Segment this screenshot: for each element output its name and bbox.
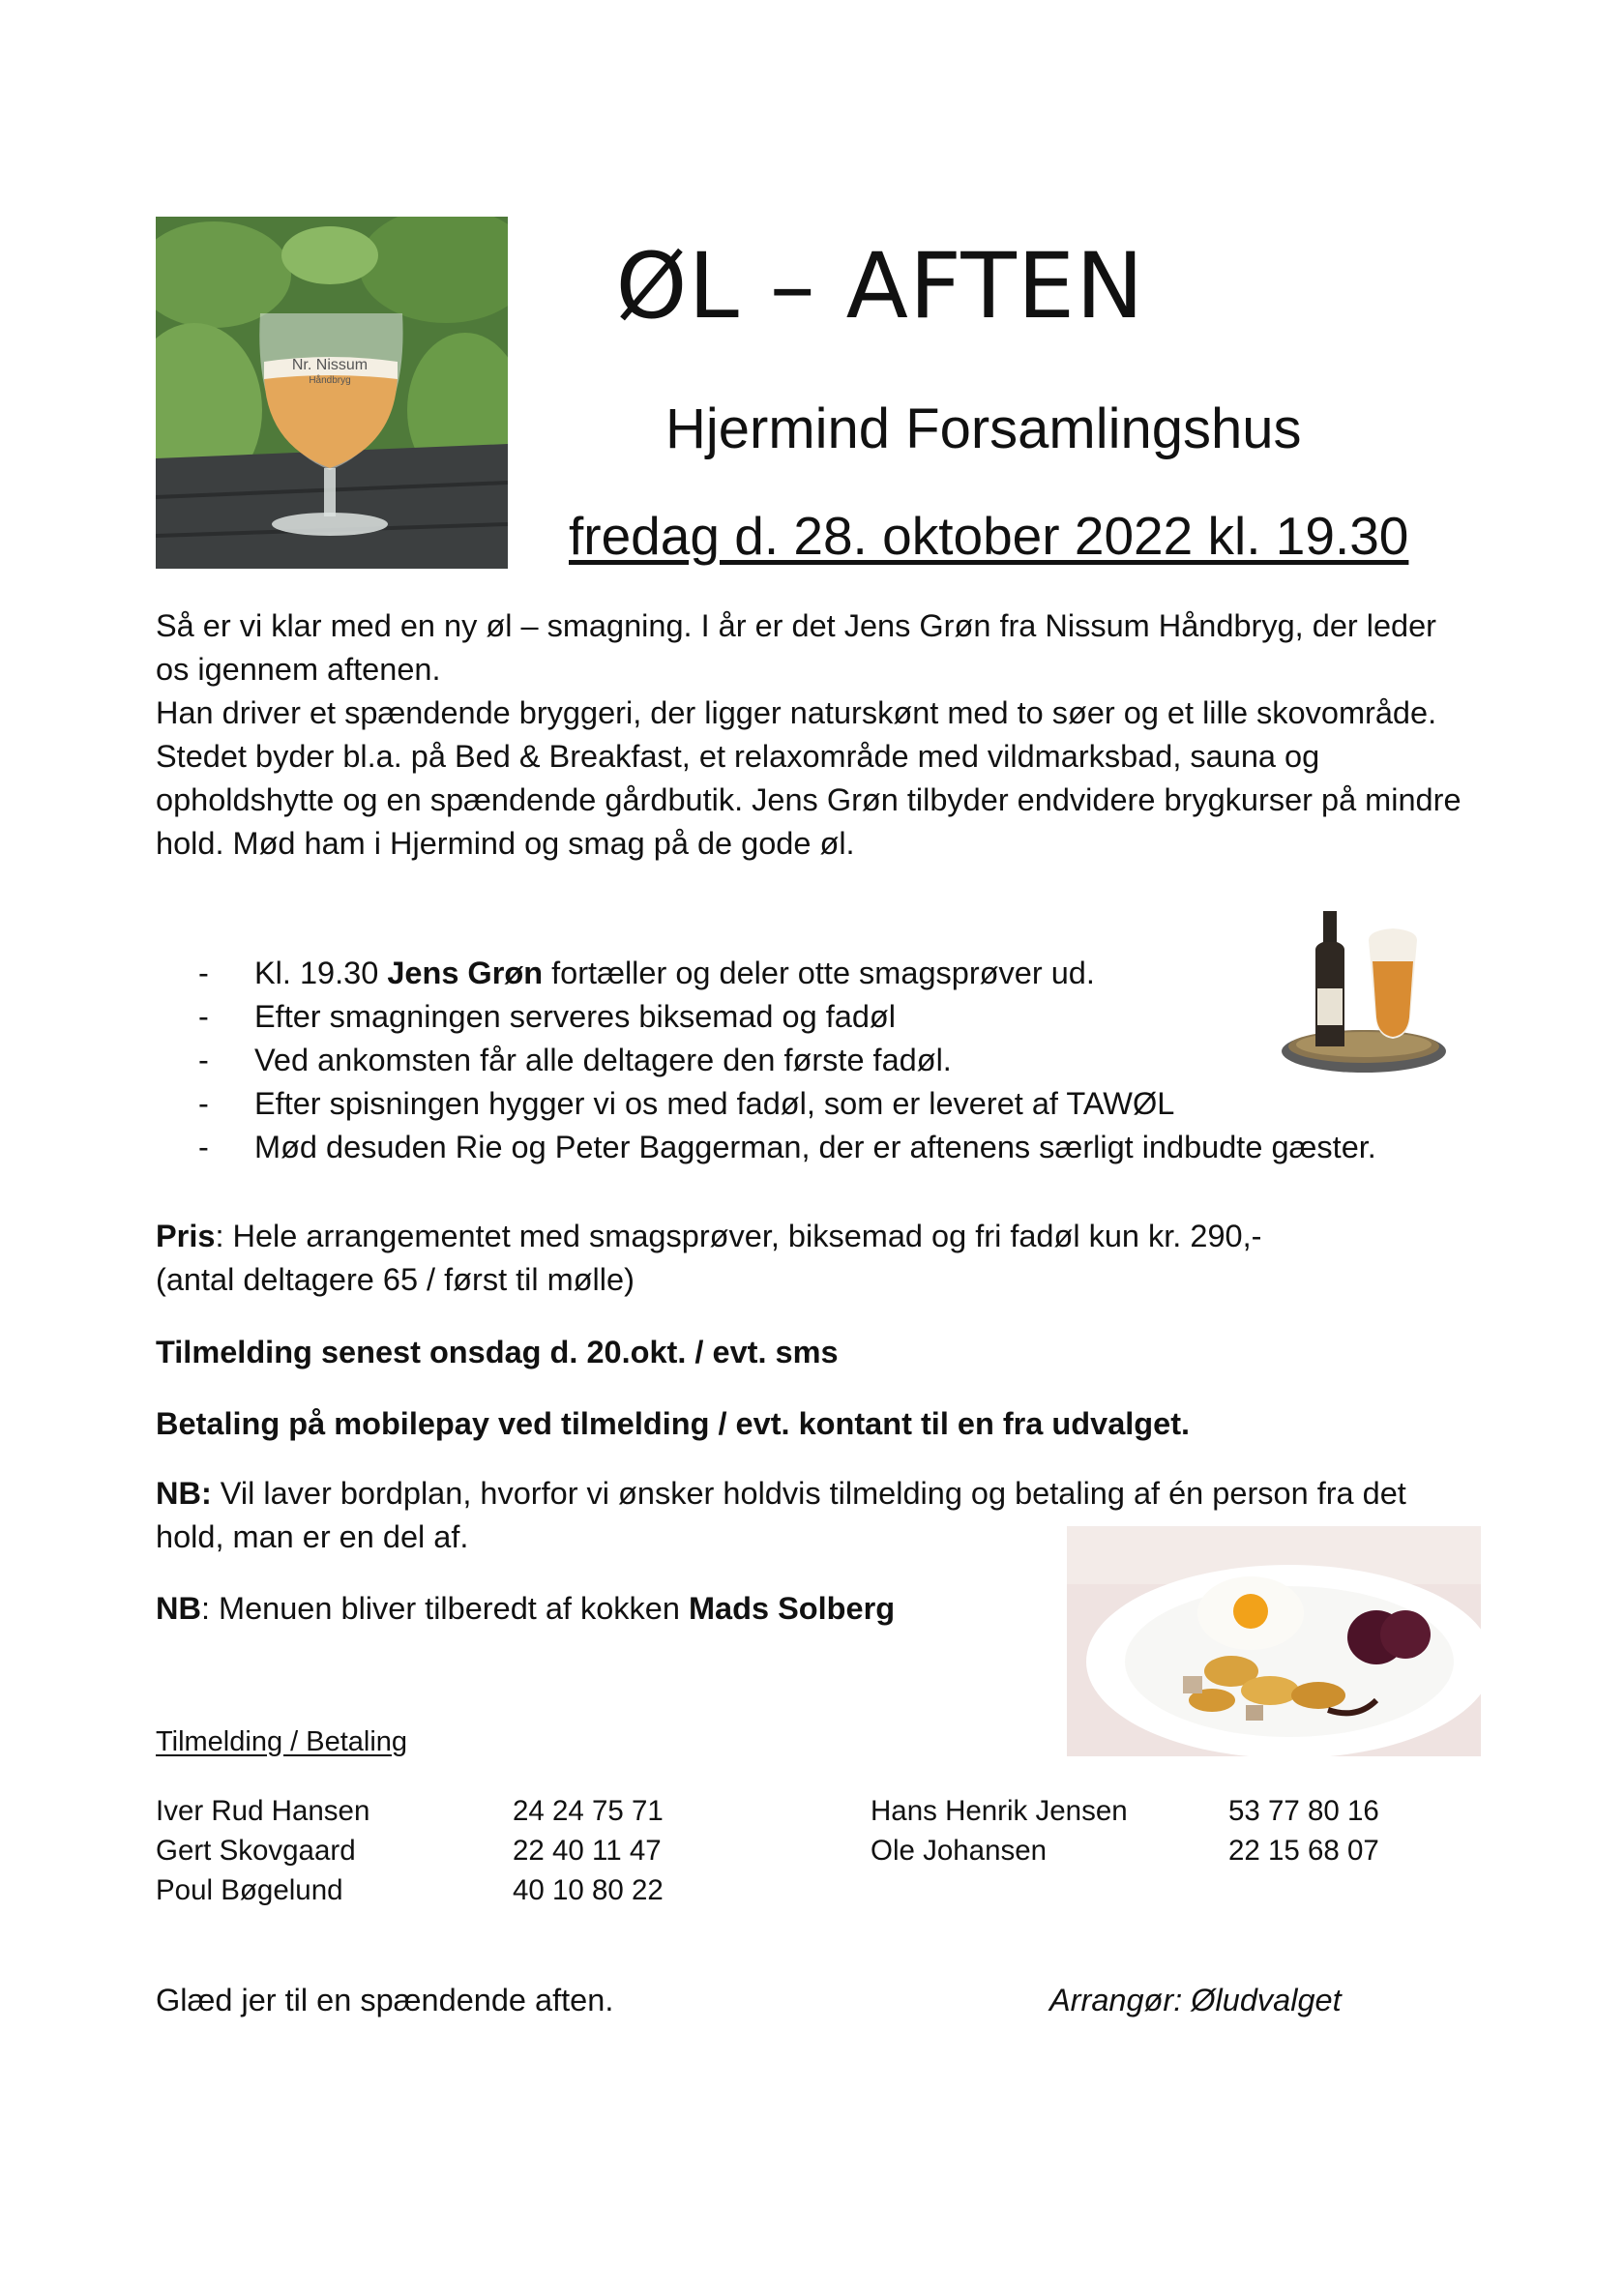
- contact-name: Iver Rud Hansen: [156, 1795, 370, 1827]
- food-plate-illustration: [1067, 1526, 1481, 1756]
- page-title: ØL – AFTEN: [615, 234, 1145, 339]
- beer-glass-photo: [156, 217, 508, 569]
- glass-brand-line2: Håndbryg: [309, 375, 351, 386]
- program-list: [198, 952, 1456, 1169]
- price-text: : Hele arrangementet med smagsprøver, biksemad og fri fadøl kun kr. 290,-: [215, 1219, 1262, 1253]
- beer-bottle-tray-photo: [1277, 901, 1451, 1075]
- program-item: [198, 1082, 1456, 1126]
- contact-name: Poul Bøgelund: [156, 1874, 343, 1906]
- event-date: fredag d. 28. oktober 2022 kl. 19.30: [569, 506, 1409, 566]
- speaker-name: Jens Grøn: [387, 956, 544, 990]
- closing-text: Glæd jer til en spændende aften.: [156, 1983, 614, 2017]
- contact-phone: 53 77 80 16: [1228, 1795, 1379, 1827]
- program-item: [198, 995, 1456, 1039]
- registration-deadline: Tilmelding senest onsdag d. 20.okt. / evt. sms: [156, 1335, 839, 1369]
- intro-paragraph: Han driver et spændende bryggeri, der ligger naturskønt med to søer og et lille skovområde.: [156, 695, 1437, 730]
- contact-name: Gert Skovgaard: [156, 1835, 356, 1867]
- beer-bottle-illustration: [1277, 901, 1451, 1075]
- contact-name: Hans Henrik Jensen: [871, 1795, 1128, 1827]
- intro-paragraph: Så er vi klar med en ny øl – smagning. I år er det Jens Grøn fra Nissum Håndbryg, der leder os igennem aftenen.: [156, 608, 1437, 687]
- nb-text: : Menuen bliver tilberedt af kokken: [200, 1591, 689, 1626]
- program-item-text: Ved ankomsten får alle deltagere den første fadøl.: [254, 1043, 952, 1077]
- beer-glass-illustration: [156, 217, 508, 569]
- contact-name: Ole Johansen: [871, 1835, 1048, 1867]
- price-note: (antal deltagere 65 / først til mølle): [156, 1262, 635, 1297]
- contacts-heading: Tilmelding / Betaling: [156, 1726, 408, 1757]
- contact-phone: 22 15 68 07: [1228, 1835, 1379, 1867]
- price-section: [156, 1215, 1491, 1302]
- program-item-text: Kl. 19.30: [254, 956, 388, 990]
- intro-text: [156, 604, 1471, 866]
- dash: -: [198, 999, 209, 1034]
- dash: -: [198, 1086, 209, 1121]
- price-label: Pris: [156, 1219, 216, 1253]
- contact-phone: 40 10 80 22: [513, 1874, 664, 1906]
- payment-info: Betaling på mobilepay ved tilmelding / evt. kontant til en fra udvalget.: [156, 1406, 1191, 1441]
- nb-menu: [156, 1587, 1026, 1631]
- organizer-text: Arrangør: Øludvalget: [1049, 1983, 1342, 2017]
- price-line: [156, 1215, 1491, 1258]
- intro-paragraph: Stedet byder bl.a. på Bed & Breakfast, et relaxområde med vildmarksbad, sauna og opholdshytte og en spændende gårdbutik. Jens Grøn tilbyder endvidere brygkurser på mindre hold. Mød ham i Hjermind og smag på de gode øl.: [156, 739, 1462, 861]
- program-item: [198, 952, 1456, 995]
- glass-brand-line1: Nr. Nissum: [291, 357, 369, 373]
- dash: -: [198, 1043, 209, 1077]
- program-item: [198, 1126, 1456, 1169]
- program-item-text: fortæller og deler otte smagsprøver ud.: [543, 956, 1095, 990]
- program-item-text: Mød desuden Rie og Peter Baggerman, der er aftenens særligt indbudte gæster.: [254, 1130, 1376, 1164]
- nb-text: Vil laver bordplan, hvorfor vi ønsker holdvis tilmelding og betaling af én person fra det hold, man er en del af.: [156, 1476, 1406, 1554]
- chef-name: Mads Solberg: [688, 1591, 896, 1626]
- program-item-text: Efter smagningen serveres biksemad og fadøl: [254, 999, 896, 1034]
- venue-name: Hjermind Forsamlingshus: [665, 397, 1302, 460]
- contact-phone: 22 40 11 47: [513, 1835, 662, 1867]
- nb-label: NB: [156, 1591, 201, 1626]
- program-item-text: Efter spisningen hygger vi os med fadøl, som er leveret af TAWØL: [254, 1086, 1175, 1121]
- nb-label: NB:: [156, 1476, 212, 1511]
- program-item: [198, 1039, 1456, 1082]
- biksemad-photo: [1067, 1526, 1481, 1756]
- contact-phone: 24 24 75 71: [513, 1795, 664, 1827]
- dash: -: [198, 956, 209, 990]
- dash: -: [198, 1130, 209, 1164]
